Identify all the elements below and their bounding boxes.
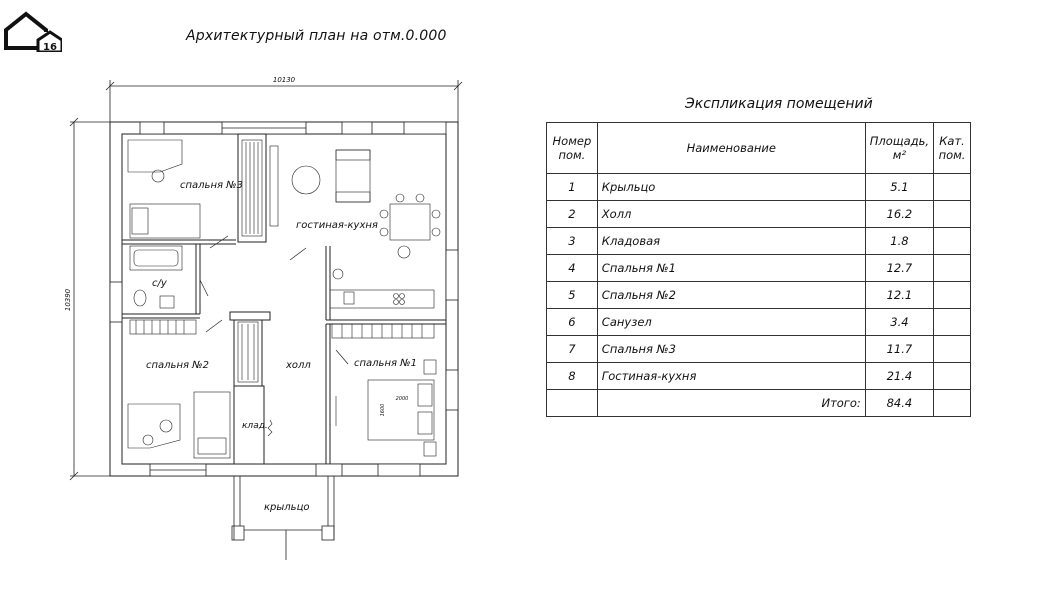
windows-bottom <box>150 464 420 476</box>
row-num: 6 <box>547 309 598 336</box>
row-num: 4 <box>547 255 598 282</box>
dimension-width-label: 10130 <box>272 76 296 84</box>
row-name: Спальня №3 <box>597 336 865 363</box>
total-empty-cell <box>547 390 598 417</box>
table-row <box>547 228 971 255</box>
row-cat <box>934 363 971 390</box>
header-name: Наименование <box>597 123 865 174</box>
row-num: 5 <box>547 282 598 309</box>
row-cat <box>934 174 971 201</box>
header-area: Площадь, м² <box>865 123 933 174</box>
table-row <box>547 363 971 390</box>
bedroom2-furniture <box>128 392 230 458</box>
exterior-walls <box>110 122 458 476</box>
room-label-bedroom1: спальня №1 <box>354 358 417 369</box>
total-label: Итого: <box>597 390 865 417</box>
row-name: Гостиная-кухня <box>597 363 865 390</box>
dimension-width <box>106 80 462 122</box>
dimension-height-label: 10390 <box>64 288 72 312</box>
bed-width-label: 1600 <box>380 403 386 417</box>
row-area: 16.2 <box>865 201 933 228</box>
table-row <box>547 174 971 201</box>
bed-length-label: 2000 <box>395 396 409 402</box>
row-cat <box>934 282 971 309</box>
bathroom-fixtures <box>130 246 182 308</box>
floor-plan <box>0 0 500 600</box>
room-label-storage: клад. <box>242 421 268 431</box>
row-num: 8 <box>547 363 598 390</box>
room-label-bedroom2: спальня №2 <box>146 360 209 371</box>
room-label-bedroom3: спальня №3 <box>180 180 243 191</box>
row-area: 3.4 <box>865 309 933 336</box>
table-total-row <box>547 390 971 417</box>
row-cat <box>934 255 971 282</box>
row-num: 2 <box>547 201 598 228</box>
table-row <box>547 255 971 282</box>
row-name: Санузел <box>597 309 865 336</box>
row-name: Кладовая <box>597 228 865 255</box>
row-name: Спальня №2 <box>597 282 865 309</box>
plan-title: Архитектурный план на отм.0.000 <box>186 28 447 44</box>
table-row <box>547 336 971 363</box>
row-name: Крыльцо <box>597 174 865 201</box>
windows-side <box>110 250 458 410</box>
wardrobes <box>130 140 434 382</box>
row-cat <box>934 309 971 336</box>
total-cat-cell <box>934 390 971 417</box>
explication-table <box>546 122 971 417</box>
row-area: 11.7 <box>865 336 933 363</box>
table-row <box>547 201 971 228</box>
table-header-row <box>547 123 971 174</box>
row-cat <box>934 201 971 228</box>
porch <box>232 476 334 560</box>
room-label-porch: крыльцо <box>264 502 310 513</box>
header-num: Номер пом. <box>547 123 598 174</box>
explication-title: Экспликация помещений <box>685 96 873 112</box>
row-name: Холл <box>597 201 865 228</box>
row-area: 1.8 <box>865 228 933 255</box>
logo-number: 16 <box>43 42 57 52</box>
row-area: 5.1 <box>865 174 933 201</box>
table-row <box>547 282 971 309</box>
room-label-hall: холл <box>286 360 311 371</box>
row-area: 12.7 <box>865 255 933 282</box>
row-area: 21.4 <box>865 363 933 390</box>
row-cat <box>934 228 971 255</box>
dimension-height <box>70 118 110 480</box>
row-num: 3 <box>547 228 598 255</box>
row-name: Спальня №1 <box>597 255 865 282</box>
room-label-bathroom: с/у <box>152 278 167 289</box>
row-area: 12.1 <box>865 282 933 309</box>
total-value: 84.4 <box>865 390 933 417</box>
windows-top <box>140 122 446 134</box>
room-label-living: гостиная-кухня <box>296 220 378 231</box>
bedroom1-furniture <box>336 360 436 456</box>
interior-walls <box>122 134 446 464</box>
row-num: 7 <box>547 336 598 363</box>
storage-shelf <box>268 420 272 436</box>
row-cat <box>934 336 971 363</box>
table-row <box>547 309 971 336</box>
header-cat: Кат. пом. <box>934 123 971 174</box>
row-num: 1 <box>547 174 598 201</box>
